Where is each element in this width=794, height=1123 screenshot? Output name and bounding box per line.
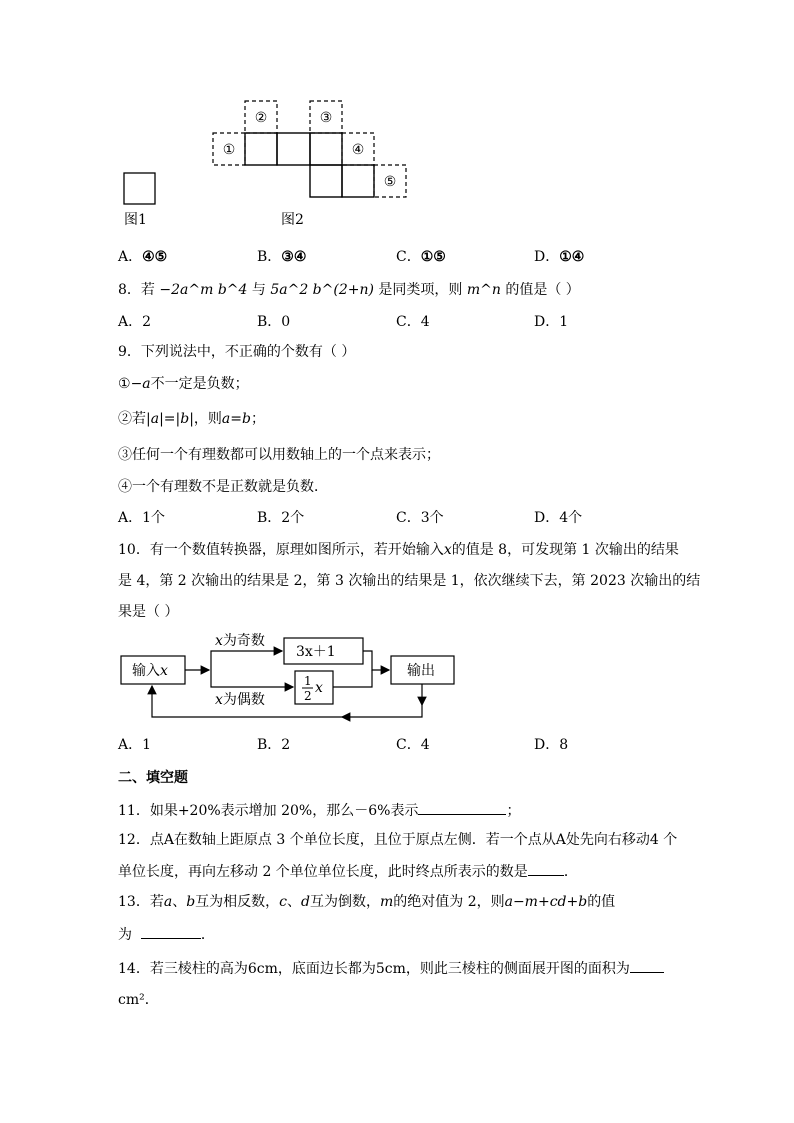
q9-option-b[interactable]: B．2个	[257, 510, 305, 526]
label-circle-2: ②	[254, 110, 268, 126]
odd-label: x为奇数	[215, 633, 265, 649]
label-circle-3: ③	[319, 110, 333, 126]
q8-option-a[interactable]: A．2	[118, 314, 152, 330]
q14-blank[interactable]	[630, 958, 664, 973]
q12-line1: 12．点A在数轴上距原点 3 个单位长度，且位于原点左侧．若一个点从A处先向右移动4 个	[118, 832, 678, 848]
label-circle-1: ①	[222, 142, 236, 158]
label-circle-4: ④	[351, 142, 365, 158]
q9-option-a[interactable]: A．1个	[118, 510, 166, 526]
q8-expr2: 5a^2 b^(2+n)	[270, 282, 374, 298]
input-label: 输入x	[132, 663, 168, 679]
even-box-fraction: 1	[304, 674, 312, 688]
even-label: x为偶数	[215, 692, 265, 708]
q8-option-b[interactable]: B．0	[257, 314, 291, 330]
q9-statement-4: ④一个有理数不是正数就是负数．	[118, 479, 328, 495]
q10-option-c[interactable]: C．4	[396, 737, 430, 753]
q10-option-a[interactable]: A．1	[118, 737, 152, 753]
label-circle-5: ⑤	[383, 174, 397, 190]
q9-statement-1: ①−a不一定是负数；	[118, 376, 249, 392]
q11-blank[interactable]	[418, 800, 506, 815]
q10-option-d[interactable]: D．8	[534, 737, 569, 753]
q9-option-c[interactable]: C．3个	[396, 510, 444, 526]
q7-option-d[interactable]: D．①④	[534, 249, 585, 265]
q12-blank[interactable]	[528, 861, 564, 876]
q9-option-d[interactable]: D．4个	[534, 510, 583, 526]
q10-stem-line1: 10．有一个数值转换器，原理如图所示，若开始输入x的值是 8，可发现第 1 次输出的结果	[118, 542, 679, 558]
q12-line2: 单位长度，再向左移动 2 个单位单位长度，此时终点所表示的数是 ．	[118, 861, 578, 882]
q13-line2: 为 ．	[118, 924, 215, 945]
q10-flow-diagram	[110, 625, 470, 730]
output-label: 输出	[407, 663, 435, 679]
q8-stem: 8．若 −2a^m b^4 与 5a^2 b^(2+n) 是同类项，则 m^n 的值是（ ）	[118, 282, 580, 298]
q8-option-d[interactable]: D．1	[534, 314, 569, 330]
solid-square	[310, 133, 342, 165]
fig1-caption: 图1	[124, 212, 147, 228]
fig2-caption: 图2	[281, 212, 304, 228]
q8-expr1: −2a^m b^4	[159, 282, 248, 298]
q10-stem-line2: 是 4，第 2 次输出的结果是 2，第 3 次输出的结果是 1，依次继续下去，第 2023 次输出的结	[118, 573, 701, 589]
solid-square	[277, 133, 310, 165]
q9-statement-2: ②若|a|=|b|，则a=b；	[118, 411, 265, 427]
odd-box-label: 3x＋1	[296, 644, 336, 660]
q8-expr3: m^n	[466, 282, 501, 298]
q10-option-b[interactable]: B．2	[257, 737, 291, 753]
q9-statement-3: ③任何一个有理数都可以用数轴上的一个点来表示；	[118, 447, 440, 463]
q8-option-c[interactable]: C．4	[396, 314, 430, 330]
solid-square	[310, 165, 342, 197]
q14-line1: 14．若三棱柱的高为6cm，底面边长都为5cm，则此三棱柱的侧面展开图的面积为	[118, 958, 664, 979]
section-title: 二、填空题	[118, 770, 188, 786]
even-box-fraction: 2	[304, 689, 312, 703]
even-box-x: x	[315, 680, 323, 696]
q13-blank[interactable]	[141, 924, 201, 939]
solid-square	[245, 133, 277, 165]
q7-option-c[interactable]: C．①⑤	[396, 249, 446, 265]
q13-line1: 13．若a、b互为相反数，c、d互为倒数，m的绝对值为 2，则a−m+cd+b的值	[118, 894, 616, 910]
q7-option-b[interactable]: B．③④	[257, 249, 307, 265]
solid-square	[342, 165, 374, 197]
fig1-square	[124, 173, 155, 204]
q7-option-a[interactable]: A．④⑤	[118, 249, 168, 265]
q10-stem-line3: 果是（ ）	[118, 604, 179, 620]
even-box	[295, 671, 333, 704]
q7-figure	[0, 0, 794, 240]
q11-stem: 11．如果+20%表示增加 20%，那么－6%表示 ；	[118, 800, 520, 821]
q9-stem: 9．下列说法中，不正确的个数有（ ）	[118, 344, 356, 360]
q14-line2: cm²．	[118, 992, 159, 1008]
